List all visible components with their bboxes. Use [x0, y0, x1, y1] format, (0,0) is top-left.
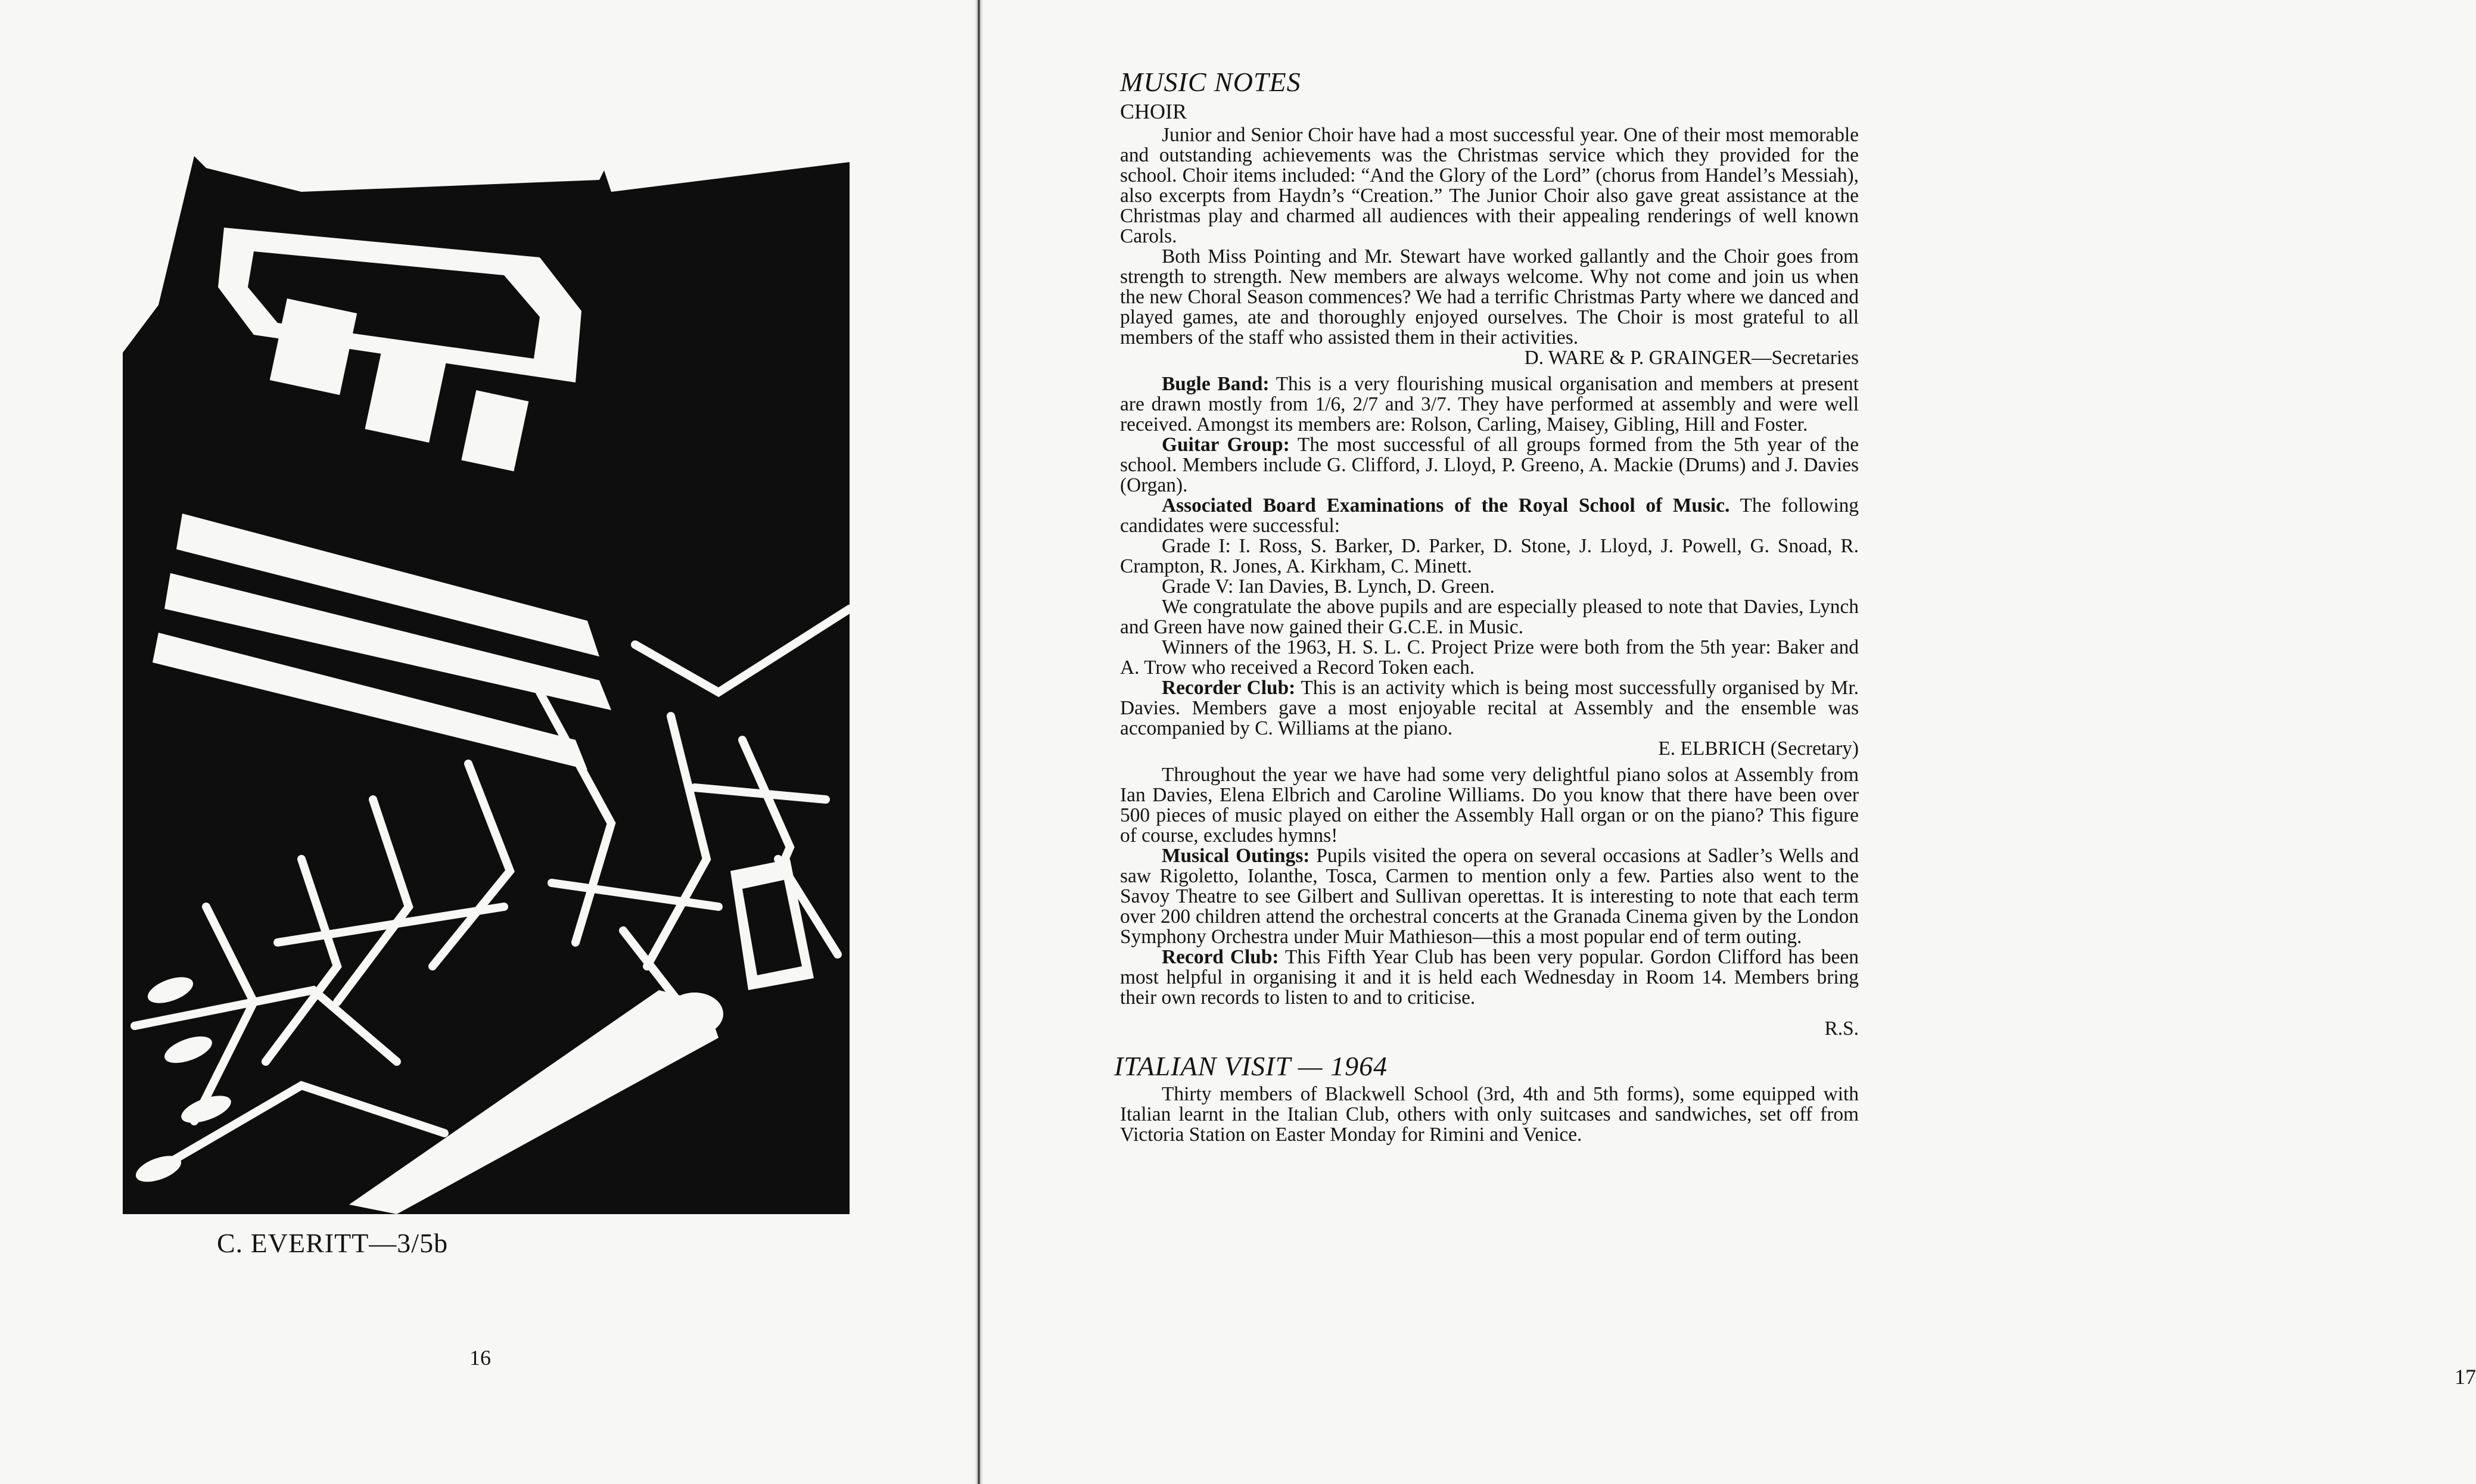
project-prize-paragraph: Winners of the 1963, H. S. L. C. Project Prize were both from the 5th year: Baker and A. Trow who received a Record Token each. [1120, 636, 1859, 679]
guitar-group-text: The most successful of all groups formed from the 5th year of the school. Members include G. Clifford, J. Lloyd, P. Greeno, A. Mackie (Drums) and J. Davies (Organ). [1120, 434, 1859, 496]
music-notes-column [1114, 66, 1859, 1146]
record-club-paragraph [1120, 947, 1859, 1008]
rs-signature: R.S. [1824, 1018, 1859, 1040]
guitar-group-label: Guitar Group: [1162, 434, 1290, 456]
musical-outings-paragraph [1120, 846, 1859, 947]
guitar-group-paragraph [1120, 435, 1859, 496]
recorder-club-text: This is an activity which is being most successfully organised by Mr. Davies. Members gave a most enjoyable recital at Assembly and the ensemble was accompanied by C. Williams at the piano. [1120, 677, 1859, 739]
grade-five-list: Grade V: Ian Davies, B. Lynch, D. Green. [1162, 575, 1495, 598]
artwork-caption: C. EVERITT—3/5b [217, 1228, 449, 1258]
grade-one-list: Grade I: I. Ross, S. Barker, D. Parker, D. Stone, J. Lloyd, J. Powell, G. Snoad, R. Crampton, R. Jones, A. Kirkham, C. Minett. [1120, 535, 1859, 577]
recorder-club-label: Recorder Club: [1162, 677, 1296, 699]
bugle-band-text: This is a very flourishing musical organisation and members at present are drawn mostly from 1/6, 2/7 and 3/7. They have performed at assembly and were well received. Amongst its members are: Rolson, Carling, Maisey, Gibling, Hill and Foster. [1120, 373, 1859, 435]
recorder-club-signature: E. ELBRICH (Secretary) [1658, 738, 1859, 760]
musical-outings-text: Pupils visited the opera on several occasions at Sadler’s Wells and saw Rigoletto, Iolanthe, Tosca, Carmen to mention only a few. Parties also went to the Savoy Theatre to see Gilbert and Sullivan operettas. It is interesting to note that each term over 200 children attend the orchestral concerts at the Granada Cinema given by the London Symphony Orchestra under Muir Mathieson—this a most popular end of term outing. [1120, 845, 1859, 948]
linocut-artwork [123, 156, 850, 1214]
bugle-band-label: Bugle Band: [1162, 373, 1270, 395]
section-title-italian-visit: ITALIAN VISIT — 1964 [1114, 1051, 1388, 1081]
section-title-music-notes: MUSIC NOTES [1120, 67, 1301, 97]
associated-board-label: Associated Board Examinations of the Royal School of Music. [1162, 494, 1730, 517]
musical-outings-label: Musical Outings: [1162, 845, 1310, 867]
record-club-text: This Fifth Year Club has been very popular. Gordon Clifford has been most helpful in organising it and it is held each Wednesday in Room 14. Members bring their own records to listen to and to criticise. [1120, 946, 1859, 1009]
left-page [0, 0, 975, 1484]
record-club-label: Record Club: [1162, 946, 1279, 968]
recorder-club-paragraph [1120, 678, 1859, 739]
choir-paragraph-1: Junior and Senior Choir have had a most successful year. One of their most memorable and outstanding achievements was the Christmas service which they provided for the school. Choir items included: “And the Glory of the Lord” (chorus from Handel’s Messiah), also excerpts from Haydn’s “Creation.” The Junior Choir also gave great assistance at the Christmas play and charmed all audiences with their appealing renderings of well known Carols. [1120, 124, 1859, 247]
linocut-image [123, 156, 850, 1214]
associated-board-paragraph [1120, 496, 1859, 536]
congratulations-paragraph: We congratulate the above pupils and are especially pleased to note that Davies, Lynch and Green have now gained their G.C.E. in Music. [1120, 596, 1859, 638]
choir-paragraph-2: Both Miss Pointing and Mr. Stewart have worked gallantly and the Choir goes from strength to strength. New members are always welcome. Why not come and join us when the new Choral Season commences? We had a terrific Christmas Party where we danced and played games, ate and thoroughly enjoyed ourselves. The Choir is most grateful to all members of the staff who assisted them in their activities. [1120, 245, 1859, 349]
choir-signature: D. WARE & P. GRAINGER—Secretaries [1524, 347, 1859, 369]
page-number-right: 17 [2455, 1365, 2476, 1389]
choir-heading: CHOIR [1120, 99, 1187, 123]
piano-solos-paragraph: Throughout the year we have had some very delightful piano solos at Assembly from Ian Davies, Elena Elbrich and Caroline Williams. Do you know that there have been over 500 pieces of music played on either the Assembly Hall organ or on the piano? This figure of course, excludes hymns! [1120, 764, 1859, 847]
italian-visit-paragraph: Thirty members of Blackwell School (3rd, 4th and 5th forms), some equipped with Italian learnt in the Italian Club, others with only suitcases and sandwiches, set off from Victoria Station on Easter Monday for Rimini and Venice. [1120, 1083, 1859, 1146]
bugle-band-paragraph [1120, 374, 1859, 435]
associated-board-text: The following candidates were successful: [1120, 494, 1859, 537]
book-gutter [975, 0, 983, 1484]
right-page [989, 0, 2476, 1484]
page-number-left: 16 [469, 1346, 491, 1370]
